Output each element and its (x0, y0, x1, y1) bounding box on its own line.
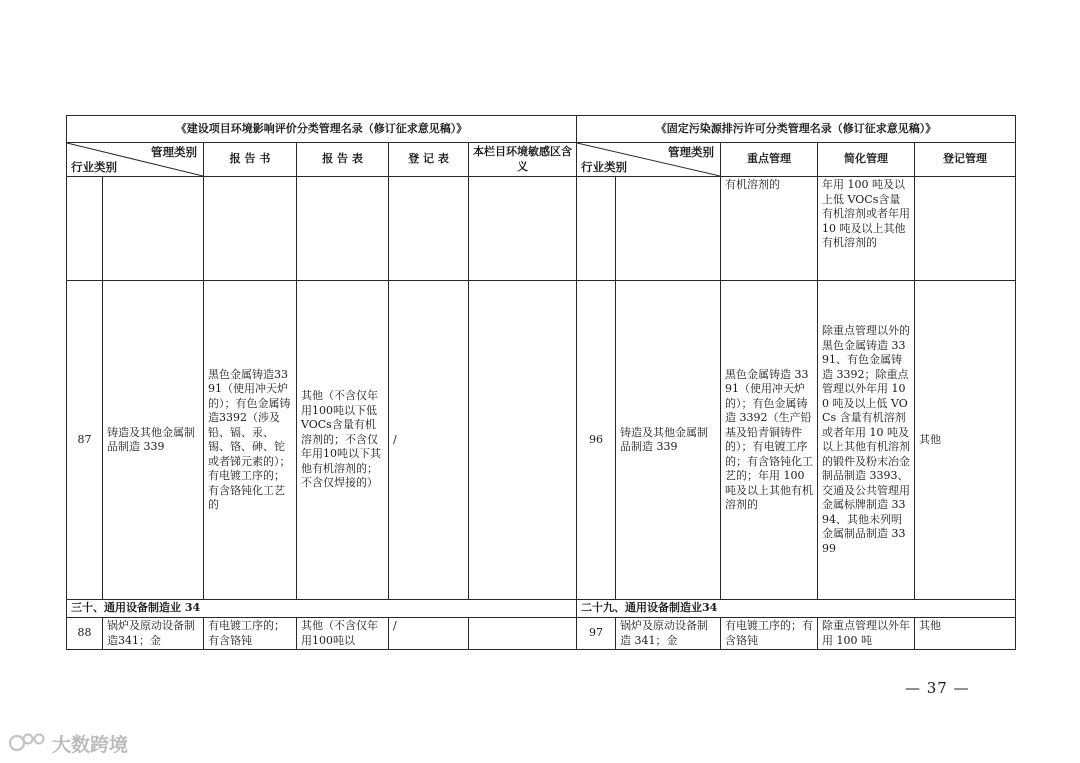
sensitive-area-cell-87 (469, 281, 577, 600)
continuation-row (67, 177, 1016, 281)
report-book-cell-87: 黑色金属铸造3391（使用冲天炉的）；有色金属铸造3392（涉及铅、镉、汞、锡、铬、砷、铊或者锑元素的）；有电镀工序的；有含铬钝化工艺的 (204, 281, 297, 600)
empty-cell (297, 177, 389, 281)
right-corner-header (577, 143, 721, 177)
report-form-cell-87: 其他（不含仅年用100吨以下低VOCs含量有机溶剂的；不含仅年用10吨以下其他有机溶剂的；不含仅焊接的） (297, 281, 389, 600)
empty-cell (204, 177, 297, 281)
empty-cell (103, 177, 204, 281)
left-document-title: 《建设项目环境影响评价分类管理名录（修订征求意见稿）》 (67, 116, 577, 143)
management-category-label: 管理类别 (668, 145, 715, 159)
page-number: — 37 — (905, 679, 970, 697)
registration-form-header: 登 记 表 (389, 143, 469, 177)
management-category-label: 管理类别 (151, 145, 197, 159)
report-book-header: 报 告 书 (204, 143, 297, 177)
watermark (8, 730, 128, 756)
registration-cell-96: 其他 (915, 281, 1016, 600)
report-book-cell-88: 有电镀工序的；有含铬钝 (204, 618, 297, 650)
row-number-96: 96 (577, 281, 616, 600)
row-number-87: 87 (67, 281, 103, 600)
left-section-heading: 三十、通用设备制造业 34 (67, 600, 577, 618)
industry-cell-88: 锅炉及原动设备制造341；金 (103, 618, 204, 650)
industry-cell-87: 铸造及其他金属制品制造 339 (103, 281, 204, 600)
empty-cell (469, 618, 577, 650)
key-cell-96: 黑色金属铸造 3391（使用冲天炉的）；有色金属铸造 3392（生产铅基及铅青铜铸件的）；有电镀工序的；有含铬钝化工艺的；年用 100 吨及以上其他有机溶剂的 (721, 281, 818, 600)
key-management-header: 重点管理 (721, 143, 818, 177)
empty-cell (469, 177, 577, 281)
row-number-97: 97 (577, 618, 616, 650)
section-row (67, 600, 1016, 618)
watermark-text: 大数跨境 (52, 733, 129, 756)
header-row (67, 143, 1016, 177)
industry-category-label: 行业类别 (581, 159, 628, 174)
row-88-97 (67, 618, 1016, 650)
right-document-title: 《固定污染源排污许可分类管理名录（修订征求意见稿）》 (577, 116, 1016, 143)
empty-cell (389, 177, 469, 281)
key-cell-97: 有电镀工序的；有含铬钝 (721, 618, 818, 650)
registration-form-cell-88: / (389, 618, 469, 650)
industry-cell-96: 铸造及其他金属制品制造 339 (616, 281, 721, 600)
registration-form-cell-87: / (389, 281, 469, 600)
empty-cell (67, 177, 103, 281)
report-form-cell-88: 其他（不含仅年用100吨以 (297, 618, 389, 650)
watermark-logo-icon (8, 731, 48, 755)
left-corner-header (67, 143, 204, 177)
simplified-cell-96: 除重点管理以外的黑色金属铸造 3391、有色金属铸造 3392；除重点管理以外年用 100 吨及以上低 VOCs 含量有机溶剂或者年用 10 吨及以上其他有机溶剂的锻件及粉末冶金制品制造 3393、交通及公共管理用金属标牌制造 3394、其他未列明金属制品制造 3399 (818, 281, 915, 600)
row-number-88: 88 (67, 618, 103, 650)
report-form-header: 报 告 表 (297, 143, 389, 177)
industry-cell-97: 锅炉及原动设备制造 341；金 (616, 618, 721, 650)
registration-management-header: 登记管理 (915, 143, 1016, 177)
simplified-management-header: 简化管理 (818, 143, 915, 177)
row-87-96 (67, 281, 1016, 600)
title-row (67, 116, 1016, 143)
industry-category-label: 行业类别 (71, 159, 117, 174)
empty-cell (915, 177, 1016, 281)
continuation-simplified-cell: 年用 100 吨及以上低 VOCs含量有机溶剂或者年用 10 吨及以上其他有机溶剂的 (818, 177, 915, 281)
simplified-cell-97: 除重点管理以外年用 100 吨 (818, 618, 915, 650)
sensitive-area-header: 本栏目环境敏感区含义 (469, 143, 577, 177)
classification-comparison-table (66, 115, 1016, 650)
registration-cell-97: 其他 (915, 618, 1016, 650)
right-section-heading: 二十九、通用设备制造业34 (577, 600, 1016, 618)
continuation-key-cell: 有机溶剂的 (721, 177, 818, 281)
empty-cell (577, 177, 616, 281)
empty-cell (616, 177, 721, 281)
